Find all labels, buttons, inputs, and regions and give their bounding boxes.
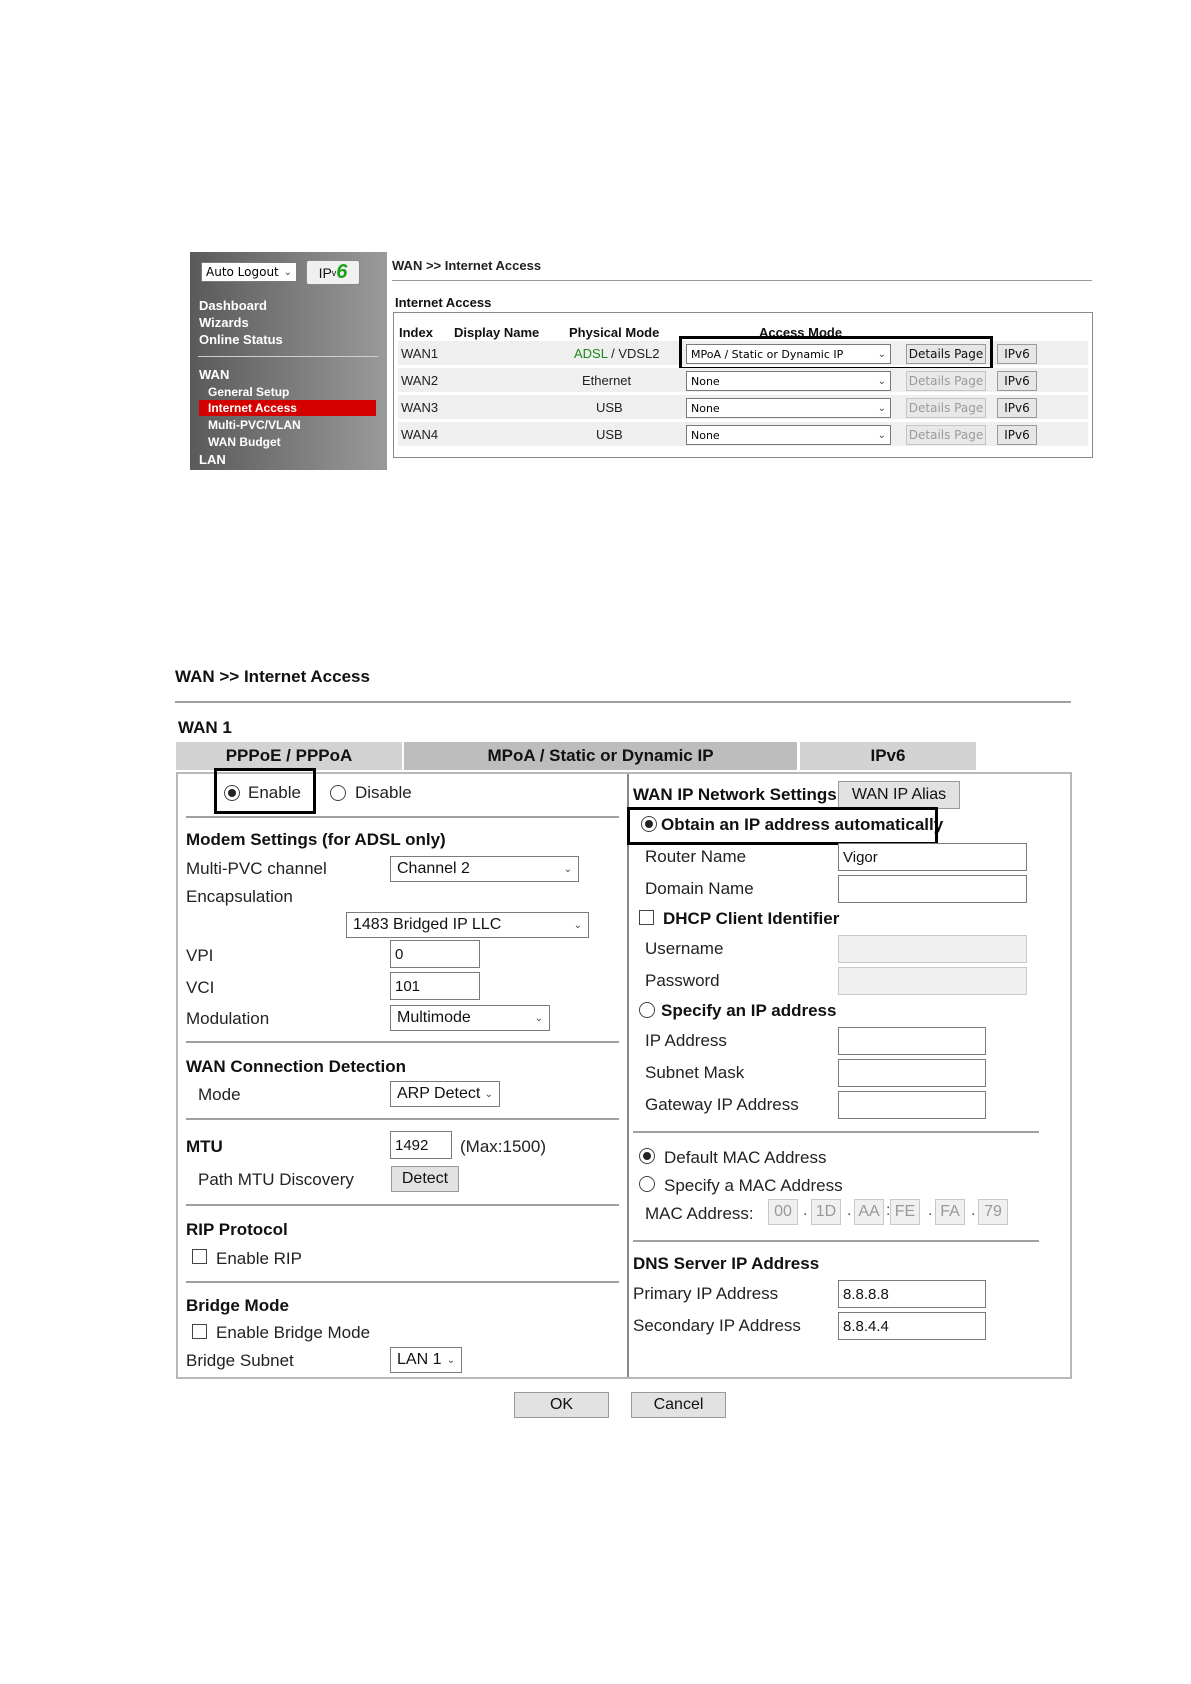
breadcrumb: WAN >> Internet Access [175,667,370,686]
username-input[interactable] [838,935,1027,963]
vci-input[interactable]: 101 [390,972,480,1000]
chevron-down-icon: ⌄ [484,1088,493,1100]
ipv6-button[interactable]: IPv6 [997,371,1037,391]
ipv6-logo-icon[interactable] [306,260,360,285]
details-page-button[interactable]: Details Page [906,398,986,418]
divider [186,816,619,818]
dhcp-client-id-label: DHCP Client Identifier [663,909,840,928]
auto-logout-select[interactable] [201,262,297,282]
subnet-mask-input[interactable] [838,1059,986,1087]
multi-pvc-select[interactable] [390,856,579,882]
access-mode-value: None [691,428,720,442]
vpi-label: VPI [186,946,214,965]
divider [186,1118,619,1120]
mac-separator: . [971,1202,976,1219]
highlight-box [214,768,316,814]
divider [186,1281,619,1283]
encapsulation-label: Encapsulation [186,887,293,906]
router-screenshot-overview [190,252,1095,472]
mac-octet-input[interactable]: 1D [811,1199,841,1225]
detection-mode-value: ARP Detect [397,1085,481,1102]
default-mac-label: Default MAC Address [664,1148,827,1167]
access-mode-value: None [691,401,720,415]
gateway-input[interactable] [838,1091,986,1119]
row-physical-mode: Ethernet [582,373,632,388]
column-divider [627,774,629,1377]
wan-ip-alias-button[interactable]: WAN IP Alias [838,781,960,809]
internet-access-table [393,312,1093,458]
path-mtu-label: Path MTU Discovery [198,1170,354,1189]
chevron-down-icon: ⌄ [877,402,886,414]
mac-octet-input[interactable]: 00 [768,1199,798,1225]
enable-bridge-checkbox[interactable] [192,1324,207,1339]
sidebar-item-online-status[interactable]: Online Status [199,332,283,347]
router-name-label: Router Name [645,847,747,866]
multi-pvc-label: Multi-PVC channel [186,859,327,878]
rip-protocol-heading: RIP Protocol [186,1220,288,1239]
bridge-subnet-select[interactable] [390,1347,462,1373]
divider [186,1204,619,1206]
mac-octet-input[interactable]: FA [935,1199,965,1225]
multi-pvc-value: Channel 2 [397,860,470,877]
modulation-value: Multimode [397,1009,471,1026]
adsl-label: ADSL [574,346,608,361]
wan-connection-detection-heading: WAN Connection Detection [186,1057,407,1076]
encapsulation-select[interactable] [346,912,589,938]
mac-octet-input[interactable]: FE [890,1199,920,1225]
auto-logout-label: Auto Logout [206,265,279,279]
domain-name-label: Domain Name [645,879,754,898]
secondary-dns-input[interactable]: 8.8.4.4 [838,1312,986,1340]
access-mode-value: None [691,374,720,388]
sidebar-item-wan-budget[interactable]: WAN Budget [208,435,281,449]
mac-separator: . [803,1202,808,1219]
modulation-select[interactable] [390,1005,550,1031]
specify-ip-label: Specify an IP address [661,1001,837,1020]
modem-settings-heading: Modem Settings (for ADSL only) [186,830,446,849]
column-header-display-name: Display Name [454,325,540,340]
chevron-down-icon: ⌄ [877,375,886,387]
row-physical-mode: USB [596,400,623,415]
router-screenshot-wan1-details [175,660,1075,1480]
sidebar-item-internet-access[interactable]: Internet Access [208,401,297,415]
subnet-mask-label: Subnet Mask [645,1063,745,1082]
detection-mode-label: Mode [198,1085,241,1104]
password-input[interactable] [838,967,1027,995]
sidebar-item-wizards[interactable]: Wizards [199,315,249,330]
chevron-down-icon: ⌄ [446,1354,455,1366]
bridge-mode-heading: Bridge Mode [186,1296,289,1315]
detect-button[interactable]: Detect [391,1166,459,1192]
specify-mac-label: Specify a MAC Address [664,1176,843,1195]
sidebar-item-multi-pvc-vlan[interactable]: Multi-PVC/VLAN [208,418,301,432]
divider [633,1240,1039,1242]
primary-dns-label: Primary IP Address [633,1284,779,1303]
mac-separator: . [928,1202,933,1219]
disable-radio[interactable] [330,785,346,801]
mac-octet-input[interactable]: 79 [978,1199,1008,1225]
dns-server-heading: DNS Server IP Address [633,1254,820,1273]
divider [186,1041,619,1043]
details-page-button[interactable]: Details Page [906,344,986,364]
ipv6-logo-6: 6 [336,261,348,283]
highlight-box [679,336,993,370]
tab-mpoa-static-dynamic[interactable]: MPoA / Static or Dynamic IP [404,742,797,770]
highlight-box [627,807,938,845]
disable-label: Disable [355,783,412,802]
ok-button[interactable]: OK [514,1392,609,1418]
breadcrumb: WAN >> Internet Access [392,258,542,273]
row-physical-mode [574,346,660,361]
bridge-subnet-label: Bridge Subnet [186,1351,294,1370]
row-physical-mode: USB [596,427,623,442]
access-mode-select[interactable] [686,398,891,418]
tab-ipv6[interactable]: IPv6 [800,742,976,770]
mac-separator: : [886,1202,891,1219]
vci-label: VCI [186,978,215,997]
page-title: WAN 1 [178,718,232,737]
enable-label: Enable [248,783,301,802]
physical-mode-separator: / [607,346,619,361]
encapsulation-value: 1483 Bridged IP LLC [353,916,502,933]
vdsl2-label: VDSL2 [618,346,660,361]
row-index: WAN3 [401,400,439,415]
wan-ip-settings-heading: WAN IP Network Settings [633,785,837,804]
bridge-subnet-value: LAN 1 [397,1351,442,1368]
section-title: Internet Access [395,295,492,310]
specify-mac-radio[interactable] [639,1176,655,1192]
ip-address-input[interactable] [838,1027,986,1055]
vpi-input[interactable]: 0 [390,940,480,968]
tab-pppoe-pppoa[interactable]: PPPoE / PPPoA [176,742,402,770]
ipv6-button[interactable]: IPv6 [997,398,1037,418]
router-name-input[interactable]: Vigor [838,843,1027,871]
ipv6-logo-v: v [331,267,337,278]
ipv6-button[interactable]: IPv6 [997,425,1037,445]
chevron-down-icon: ⌄ [573,919,582,931]
sidebar [190,252,387,470]
sidebar-item-general-setup[interactable]: General Setup [208,385,290,399]
details-page-button[interactable]: Details Page [906,371,986,391]
sidebar-item-wan[interactable]: WAN [199,367,230,382]
ipv6-button[interactable]: IPv6 [997,344,1037,364]
row-index: WAN4 [401,427,439,442]
enable-rip-checkbox[interactable] [192,1249,207,1264]
enable-bridge-label: Enable Bridge Mode [216,1323,371,1342]
gateway-label: Gateway IP Address [645,1095,799,1114]
chevron-down-icon: ⌄ [283,266,292,278]
mtu-max-label: (Max:1500) [460,1137,546,1156]
ip-address-label: IP Address [645,1031,727,1050]
enable-rip-label: Enable RIP [216,1249,302,1268]
obtain-ip-label: Obtain an IP address automatically [661,815,944,834]
mac-address-label: MAC Address: [645,1204,754,1223]
divider [633,1131,1039,1133]
username-label: Username [645,939,724,958]
column-header-access-mode: Access Mode [759,325,843,340]
sidebar-item-dashboard[interactable]: Dashboard [199,298,267,313]
mtu-heading: MTU [186,1137,223,1156]
settings-panel [176,772,1072,1379]
column-header-index: Index [399,325,433,340]
access-mode-select[interactable] [686,425,891,445]
primary-dns-input[interactable]: 8.8.8.8 [838,1280,986,1308]
specify-ip-radio[interactable] [639,1002,655,1018]
row-index: WAN1 [401,346,439,361]
chevron-down-icon: ⌄ [877,429,886,441]
row-index: WAN2 [401,373,439,388]
breadcrumb-divider [392,280,1092,281]
chevron-down-icon: ⌄ [563,863,572,875]
column-header-physical-mode: Physical Mode [569,325,660,340]
default-mac-radio[interactable] [639,1148,655,1164]
sidebar-item-lan[interactable]: LAN [199,452,226,467]
domain-name-input[interactable] [838,875,1027,903]
secondary-dns-label: Secondary IP Address [633,1316,801,1335]
access-mode-select[interactable] [686,371,891,391]
dhcp-client-id-checkbox[interactable] [639,910,654,925]
mac-octet-input[interactable]: AA [854,1199,884,1225]
access-mode-value: MPoA / Static or Dynamic IP [691,347,844,361]
mtu-input[interactable]: 1492 [390,1131,452,1159]
chevron-down-icon: ⌄ [877,348,886,360]
sidebar-divider [198,356,378,357]
detection-mode-select[interactable] [390,1081,500,1107]
chevron-down-icon: ⌄ [534,1012,543,1024]
details-page-button[interactable]: Details Page [906,425,986,445]
modulation-label: Modulation [186,1009,270,1028]
ipv6-logo-ip: IP [318,264,332,281]
password-label: Password [645,971,720,990]
mac-separator: . [847,1202,852,1219]
breadcrumb-divider [175,701,1071,703]
cancel-button[interactable]: Cancel [631,1392,726,1418]
